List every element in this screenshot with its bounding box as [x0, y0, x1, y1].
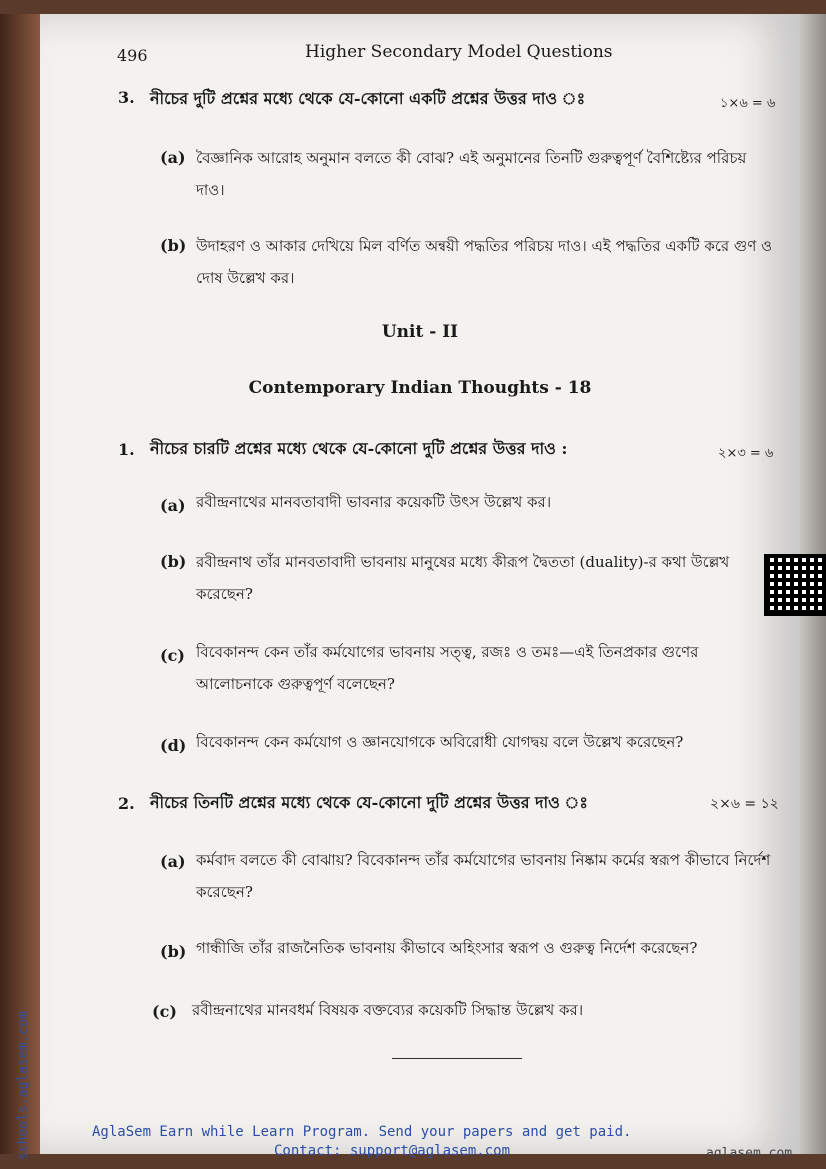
page-number: 496 [117, 46, 148, 65]
q2-item-b-label: (b) [160, 942, 187, 961]
q1-item-b-text: রবীন্দ্রনাথ তাঁর মানবতাবাদী ভাবনায় মানুষের মধ্যে কীরূপ দ্বৈততা (duality)-র কথা উল্লেখ করেছেন? [196, 553, 730, 603]
book-spine [0, 14, 40, 1154]
question-2-marks: ২×৬ = ১২ [710, 796, 779, 812]
q2-item-b-text: গান্ধীজি তাঁর রাজনৈতিক ভাবনায় কীভাবে অহিংসার স্বরূপ ও গুরুত্ব নির্দেশ করেছেন? [196, 939, 698, 957]
q1-item-d-label: (d) [160, 736, 187, 755]
q2-item-a-label: (a) [160, 852, 186, 871]
question-2-prompt: নীচের তিনটি প্রশ্নের মধ্যে থেকে যে-কোনো দুটি প্রশ্নের উত্তর দাও ঃ [150, 793, 588, 812]
footer-brand[interactable]: aglasem.com [706, 1146, 793, 1161]
q1-item-c-text: বিবেকানন্দ কেন তাঁর কর্মযোগের ভাবনায় সত্ত্ব, রজঃ ও তমঃ—এই তিনপ্রকার গুণের আলোচনাকে গুরুত্বপূর্ণ বলেছেন? [196, 643, 699, 693]
q1-item-c-label: (c) [160, 646, 185, 665]
question-3-number: 3. [118, 88, 135, 107]
q3-item-a-text: বৈজ্ঞানিক আরোহ অনুমান বলতে কী বোঝ? এই অনুমানের তিনটি গুরুত্বপূর্ণ বৈশিষ্ট্যের পরিচয় দাও। [196, 149, 747, 199]
q3-item-a-label: (a) [160, 148, 186, 167]
question-1-marks: ২×৩ = ৬ [718, 446, 774, 461]
question-1-prompt: নীচের চারটি প্রশ্নের মধ্যে থেকে যে-কোনো দুটি প্রশ্নের উত্তর দাও : [150, 439, 568, 458]
q1-item-d-text: বিবেকানন্দ কেন কর্মযোগ ও জ্ঞানযোগকে অবিরোধী যোগদ্বয় বলে উল্লেখ করেছেন? [196, 733, 684, 751]
question-1-number: 1. [118, 440, 135, 459]
qr-code [764, 554, 826, 616]
running-title: Higher Secondary Model Questions [305, 42, 613, 62]
footer-promo-line: AglaSem Earn while Learn Program. Send your papers and get paid. [92, 1124, 632, 1140]
end-rule [392, 1058, 522, 1059]
q3-item-b-text: উদাহরণ ও আকার দেখিয়ে মিল বর্ণিত অন্বয়ী পদ্ধতির পরিচয় দাও। এই পদ্ধতির একটি করে গুণ ও দোষ উল্লেখ কর। [196, 237, 773, 287]
section-title: Contemporary Indian Thoughts - 18 [248, 378, 592, 398]
footer-contact-line[interactable]: Contact: support@aglasem.com [274, 1143, 511, 1159]
q1-item-a-label: (a) [160, 496, 186, 515]
q1-item-a-text: রবীন্দ্রনাথের মানবতাবাদী ভাবনার কয়েকটি উৎস উল্লেখ কর। [196, 493, 552, 511]
question-3-prompt: নীচের দুটি প্রশ্নের মধ্যে থেকে যে-কোনো একটি প্রশ্নের উত্তর দাও ঃ [150, 89, 586, 108]
unit-title: Unit - II [381, 322, 459, 342]
question-3-marks: ১×৬ = ৬ [720, 96, 776, 111]
q3-item-b-label: (b) [160, 236, 187, 255]
q2-item-a-text: কর্মবাদ বলতে কী বোঝায়? বিবেকানন্দ তাঁর কর্মযোগের ভাবনায় নিষ্কাম কর্মের স্বরূপ কীভাবে নির্দেশ করেছেন? [196, 851, 771, 901]
q2-item-c-text: রবীন্দ্রনাথের মানবধর্ম বিষয়ক বক্তব্যের কয়েকটি সিদ্ধান্ত উল্লেখ কর। [192, 1001, 584, 1019]
q1-item-b-label: (b) [160, 552, 187, 571]
side-watermark: schools.aglasem.com [16, 1011, 31, 1160]
question-2-number: 2. [118, 794, 135, 813]
q2-item-c-label: (c) [152, 1002, 177, 1021]
